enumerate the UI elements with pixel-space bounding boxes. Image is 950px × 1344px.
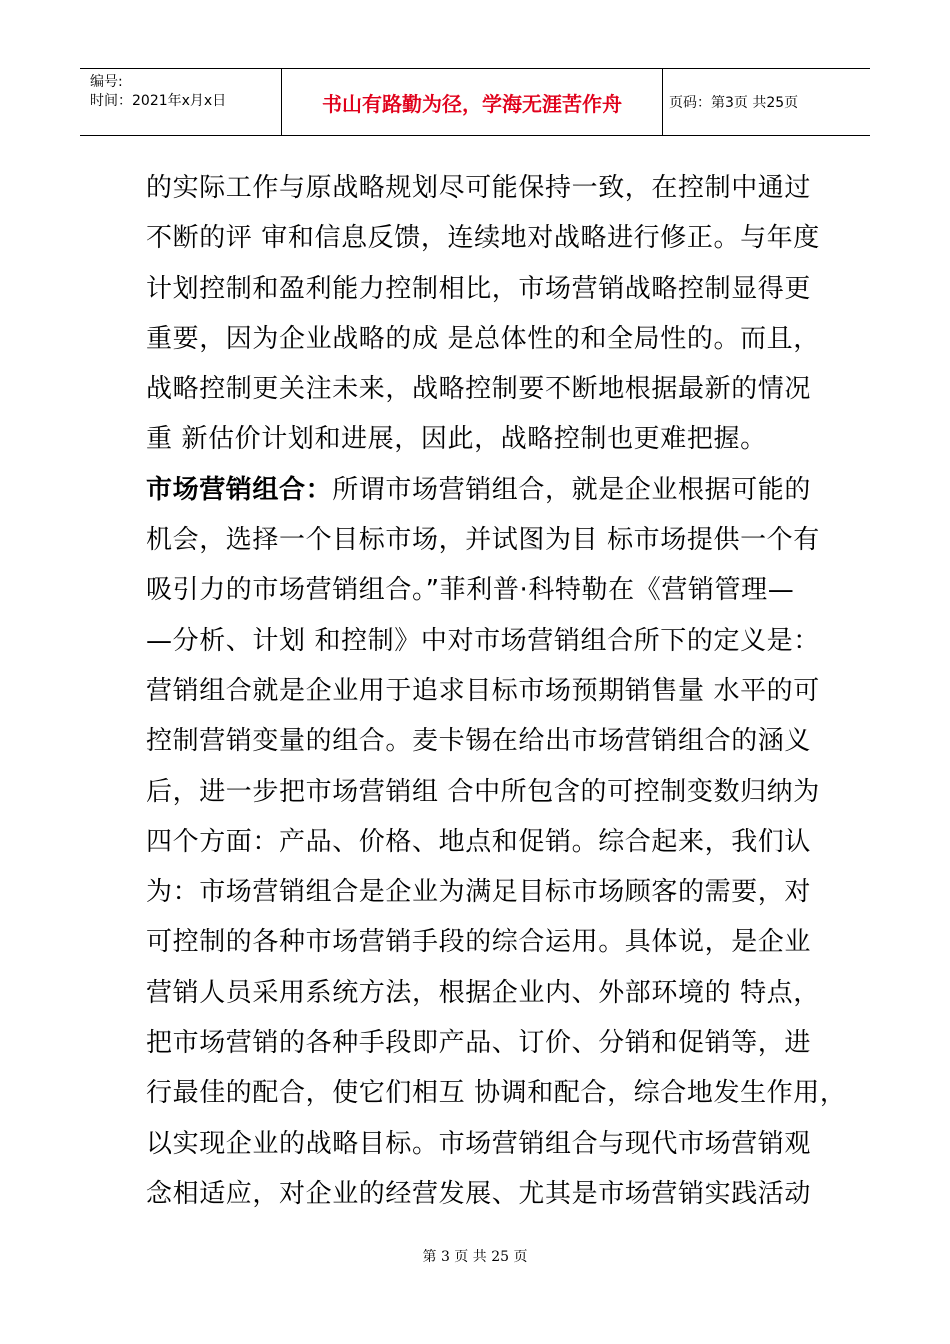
body-line: 把市场营销的各种手段即产品、订价、分销和促销等，进 (146, 1028, 812, 1059)
marketing-mix-first-text: 所谓市场营销组合，就是企业根据可能的 (332, 474, 812, 505)
body-line: 念相适应，对企业的经营发展、尤其是市场营销实践活动 (146, 1178, 812, 1209)
body-line: 战略控制更关注未来，战略控制要不断地根据最新的情况 (146, 374, 812, 405)
header-page-label: 页码：第3页 共25页 (669, 95, 799, 111)
page-header (80, 68, 870, 136)
body-line: 营销人员采用系统方法，根据企业内、外部环境的 特点， (146, 977, 820, 1008)
document-time-label: 时间：2021年x月x日 (90, 93, 227, 109)
body-line: 可控制的各种市场营销手段的综合运用。具体说，是企业 (146, 927, 812, 958)
body-line: 计划控制和盈利能力控制相比，市场营销战略控制显得更 (146, 273, 812, 304)
body-line: 为：市场营销组合是企业为满足目标市场顾客的需要，对 (146, 877, 812, 908)
body-line: 四个方面：产品、价格、地点和促销。综合起来，我们认 (146, 826, 812, 857)
body-line: —分析、计划 和控制》中对市场营销组合所下的定义是： (146, 625, 820, 656)
body-line: 重要，因为企业战略的成 是总体性的和全局性的。而且， (146, 323, 820, 354)
header-motto: 书山有路勤为径，学海无涯苦作舟 (282, 69, 663, 135)
body-line: 重 新估价计划和进展，因此，战略控制也更难把握。 (146, 424, 767, 455)
body-line: 机会，选择一个目标市场，并试图为目 标市场提供一个有 (146, 525, 820, 556)
body-line: 控制营销变量的组合。麦卡锡在给出市场营销组合的涵义 (146, 726, 812, 757)
marketing-mix-first-line (146, 465, 826, 515)
body-line: 后，进一步把市场营销组 合中所包含的可控制变数归纳为 (146, 776, 820, 807)
body-line: 不断的评 审和信息反馈，连续地对战略进行修正。与年度 (146, 223, 820, 254)
body-text (146, 163, 847, 1219)
marketing-mix-term: 市场营销组合： (146, 474, 333, 505)
body-line: 营销组合就是企业用于追求目标市场预期销售量 水平的可 (146, 675, 820, 706)
body-line: 以实现企业的战略目标。市场营销组合与现代市场营销观 (146, 1128, 812, 1159)
header-meta-cell (80, 69, 282, 135)
body-line: 的实际工作与原战略规划尽可能保持一致，在控制中通过 (146, 173, 812, 203)
page-footer: 第 3 页 共 25 页 (422, 1249, 528, 1265)
body-line: 行最佳的配合，使它们相互 协调和配合，综合地发生作用， (146, 1078, 847, 1109)
document-number-label: 编号: (90, 74, 123, 90)
body-line: 吸引力的市场营销组合。”菲利普·科特勒在《营销管理— (146, 575, 795, 606)
